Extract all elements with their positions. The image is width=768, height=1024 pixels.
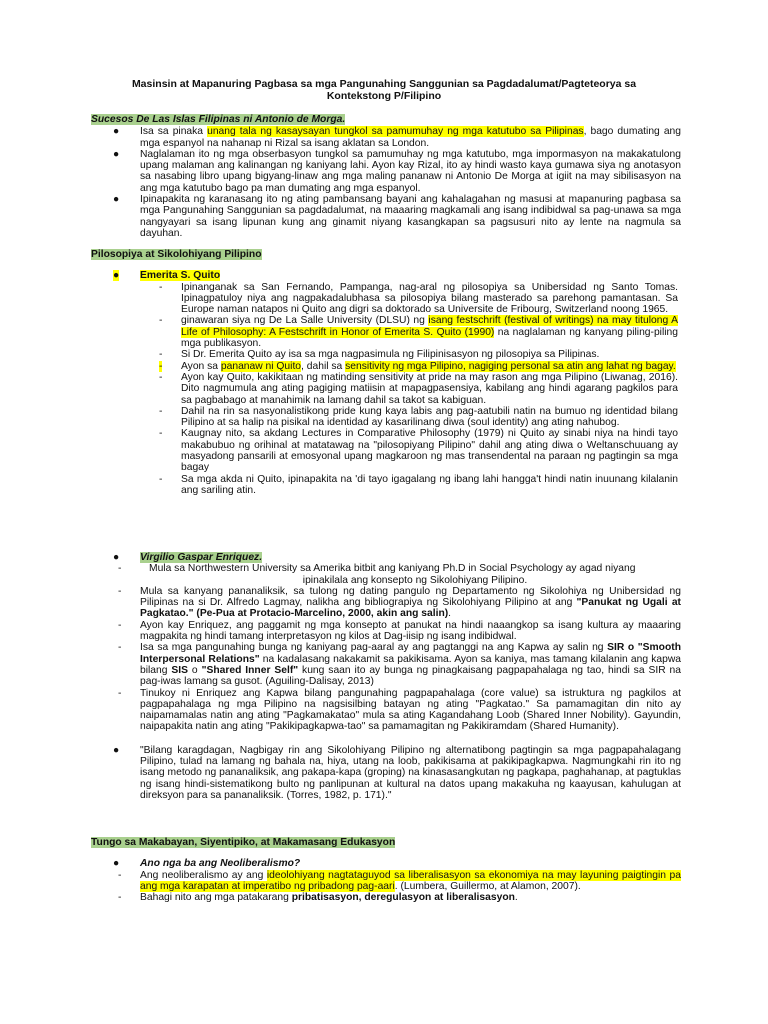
list-item: - Sa mga akda ni Quito, ipinapakita na 'di tayo igagalang ng ibang lahi hangga't hindi natin inuunang kilalanin ang sariling atin. bbox=[159, 473, 678, 496]
bullet-icon: ● bbox=[113, 126, 120, 138]
list-item bbox=[91, 552, 681, 563]
list-item: - ginawaran siya ng De La Salle University (DLSU) ng isang festschrift (festival of writings) na may titulong A Life of Philosophy: A Festschrift in Honor of Emerita S. Quito (1990) na naglalaman ng kanyang piling-piling mga publikasyon. bbox=[159, 315, 678, 350]
list-item: - Dahil na rin sa nasyonalistikong pride kung kaya labis ang pag-aatubili natin na bumuo ng identidad bilang Pilipino at sa halip na pisikal na identidad ay kasarilinang diwa (soul identity) ang ating nahubog. bbox=[159, 405, 678, 429]
list-item: - Ang neoliberalismo ay ang ideolohiyang nagtataguyod sa liberalisasyon sa ekonomiya na may layuning paigtingin pa ang mga karapatan at imperatibo ng pribadong pag-aari. (Lumbera, Guillermo, at Alamon, 2007). bbox=[118, 869, 681, 892]
bullet-icon: ● bbox=[113, 552, 120, 563]
bullet-icon: ● bbox=[113, 194, 120, 206]
section-heading-morga: Sucesos De Las Islas Filipinas ni Antonio de Morga. bbox=[91, 114, 346, 125]
list-item bbox=[91, 270, 681, 281]
list-item bbox=[91, 858, 681, 869]
quote: "Bilang karagdagan, Nagbigay rin ang Sikolohiyang Pilipino ng alternatibong pagtingin sa mga pagpapahalagang Pilipino, tulad na lamang ng bahala na, hiya, utang na loob, pakikisama at pakikipagkapwa. Nagmungkahi rin ito ng isang metodo ng pananaliksik, ang pakapa-kapa (groping) na kinasasangkutan ng pagkapa, paghahanap, at pagtuklas ng isang hindi-sistematikong bulto ng panlipunan at kultural na datos upang makakuha ng kaayusan, kahulugan at direksyon para sa pananaliksik. (Torres, 1982, p. 171)." bbox=[140, 744, 681, 801]
section-heading-pilosopiya: Pilosopiya at Sikolohiyang Pilipino bbox=[91, 249, 262, 260]
question-heading: Ano nga ba ang Neoliberalismo? bbox=[140, 858, 301, 870]
list-item: - Kaugnay nito, sa akdang Lectures in Comparative Philosophy (1979) ni Quito ay sinabi niya na hindi tayo makabubuo ng orihinal at matatawag na "pilosopiyang Pilipino" dahil ang ating diwa o Weltanschuuang ay masyadong pansarili at emosyonal upang magkaroon ng mas transendental na paraan ng pagtingin sa mga bagay bbox=[159, 428, 678, 474]
section-edukasyon bbox=[91, 837, 681, 903]
quito-details bbox=[91, 282, 681, 497]
person-name-enriquez: Virgilio Gaspar Enriquez. bbox=[140, 552, 263, 563]
list-item: - Mula sa kanyang pananaliksik, sa tulong ng dating pangulo ng Departamento ng Sikolohiya ng Unibersidad ng Pilipinas na si Dr. Alfredo Lagmay, nalikha ang bibliograpiya ng Sikolohiyang Pilipino at ang "Panukat ng Ugali at Pagkatao." (Pe-Pua at Protacio-Marcelino, 2000, akin ang salin). bbox=[118, 585, 681, 620]
list-item: - Ayon kay Enriquez, ang paggamit ng mga konsepto at panukat na hindi naaangkop sa isang kultura ay maaaring magpakita ng hindi tamang interpretasyon ng kilos at Dag-iisip ng isang indibidwal. bbox=[118, 619, 681, 643]
bullet-icon: ● bbox=[113, 744, 120, 756]
section-enriquez bbox=[91, 552, 681, 801]
bullet-icon: ● bbox=[113, 270, 120, 282]
person-name-quito: Emerita S. Quito bbox=[140, 270, 221, 282]
list-item: - Bahagi nito ang mga patakarang pribatisasyon, deregulasyon at liberalisasyon. bbox=[118, 892, 518, 904]
bullet-icon: ● bbox=[113, 858, 120, 870]
section-heading-edukasyon: Tungo sa Makabayan, Siyentipiko, at Makamasang Edukasyon bbox=[91, 837, 396, 848]
list-item: - Ayon sa pananaw ni Quito, dahil sa sensitivity ng mga Pilipino, nagiging personal sa atin ang lahat ng bagay. bbox=[159, 360, 676, 372]
list-item: ● Isa sa pinaka unang tala ng kasaysayan tungkol sa pamumuhay ng mga katutubo sa Pilipinas, bago dumating ang mga espanyol na nahanap ni Rizal sa isang aklatan sa London. bbox=[91, 126, 681, 149]
section-pilosopiya bbox=[91, 249, 681, 496]
list-item: - Si Dr. Emerita Quito ay isa sa mga nagpasimula ng Filipinisasyon ng pilosopiya sa Pilipinas. bbox=[159, 349, 600, 361]
document-title: Masinsin at Mapanuring Pagbasa sa mga Pangunahing Sanggunian sa Pagdadalumat/Pagteteorya sa Kontekstong P/Filipino bbox=[131, 78, 637, 102]
list-item: ● Ipinapakita ng karanasang ito ng ating pambansang bayani ang kahalagahan ng masusi at mapanuring pagbasa sa mga Pangunahing Sanggunian sa pagdadalumat, na maaaring magkamali ang isang indibidwal sa pag-unawa sa mga nangyayari sa isang lipunan kung ang ginamit niyang kasangkapan sa pagsusuri nito ay lente na nagmula sa dayuhan. bbox=[91, 194, 681, 239]
list-item: - Ayon kay Quito, kakikitaan ng matinding sensitivity at pride na may rason ang mga Pilipino (Liwanag, 2016). Dito nagmumula ang ating pagiging matiisin at mapagpasensiya, kabilang ang hindi agarang pagkilos para sa pagbabago at manahimik na lamang dahil sa takot sa kabiguan. bbox=[159, 371, 678, 406]
list-item: - Isa sa mga pangunahing bunga ng kaniyang pag-aaral ay ang pagtanggi na ang Kapwa ay salin ng SIR o "Smooth Interpersonal Relations" na kadalasang nakakamit sa pakikisama. Ayon sa kaniya, mas tamang kilalanin ang kapwa bilang SIS o "Shared Inner Self" kung saan ito ay bunga ng pinagkaisang pagpapahalaga ng tao, hindi sa SIR na pag-iwas lamang sa gusot. (Aguiling-Dalisay, 2013) bbox=[118, 642, 682, 688]
list-item: - Ipinanganak sa San Fernando, Pampanga, nag-aral ng pilosopiya sa Unibersidad ng Santo Tomas. Ipinagpatuloy niya ang nagpakadalubhasa sa pilosopiya bilang masterado sa parehong pamantasan. Sa Europe naman natapos ni Quito ang digri sa doktorado sa Universite de Fribourg, Switzerland noong 1965. bbox=[159, 281, 678, 316]
list-item: - Mula sa Northwestern University sa Amerika bitbit ang kaniyang Ph.D in Social Psychology ay agad niyang ipinakilala ang konsepto ng Sikolohiyang Pilipino. bbox=[118, 563, 636, 586]
section-morga bbox=[91, 114, 681, 239]
bullet-icon: ● bbox=[113, 148, 120, 160]
list-item bbox=[91, 745, 681, 801]
list-item: - Tinukoy ni Enriquez ang Kapwa bilang pangunahing pagpapahalaga (core value) sa istruktura ng pagkilos at pagpapahalaga ng mga Pilipino na nagsisilbing batayan ng ating "Pagkatao." Sa pamamagitan din nito ay naipamamalas natin ang ating "Pagkamakatao" mula sa ating Kagandahang Loob (Shared Inner Nobility). Gayundin, naipapakita natin ang ating "Pakikipagkapwa-tao" sa pamamagitan ng Pakikiramdam (Shared Humanity). bbox=[118, 687, 681, 733]
list-item: ● Naglalaman ito ng mga obserbasyon tungkol sa pamumuhay ng mga katutubo, mga impormasyon na makakatulong upang malaman ang kalinangan ng kaniyang lahi. Ayon kay Rizal, ito ay hindi wasto kaya gumawa siya ng anotasyon sa nasabing libro upang bigyang-linaw ang mga maling pananaw ni Antonio De Morga at igiit na may sibilisasyon na ang mga katutubo bago pa man dumating ang mga espanyol. bbox=[91, 149, 681, 194]
